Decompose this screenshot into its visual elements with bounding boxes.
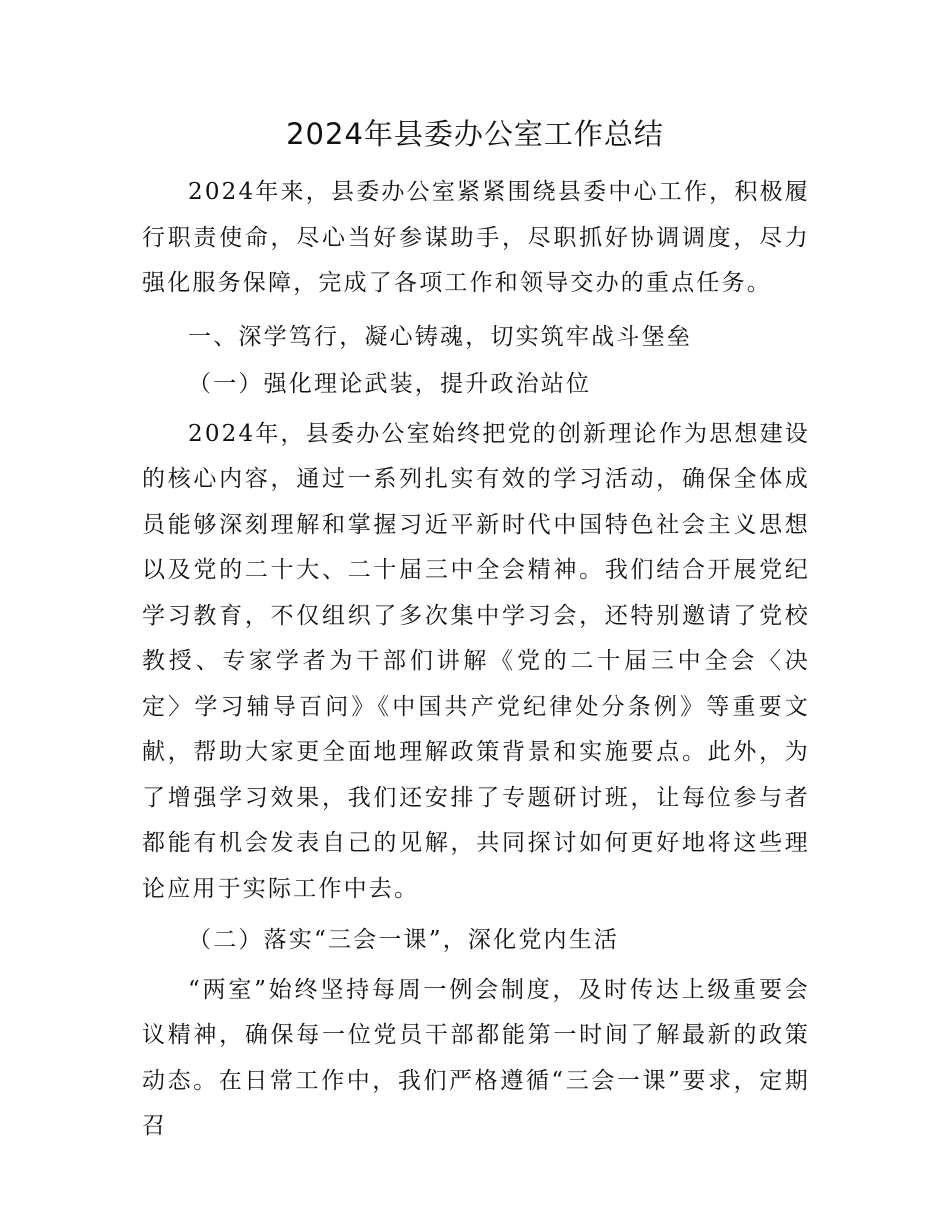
section-1-heading: 一、深学笃行，凝心铸魂，切实筑牢战斗堡垒 [188, 323, 692, 350]
subsection-1-paragraph: 2024年，县委办公室始终把党的创新理论作为思想建设的核心内容，通过一系列扎实有效的学习活动，确保全体成员能够深刻理解和掌握习近平新时代中国特色社会主义思想以及党的二十大、二十届三中全会精神。我们结合开展党纪学习教育，不仅组织了多次集中学习会，还特别邀请了党校教授、专家学者为干部们讲解《党的二十届三中全会〈决定〉学习辅导百问》《中国共产党纪律处分条例》等重要文献，帮助大家更全面地理解政策背景和实施要点。此外，为了增强学习效果，我们还安排了专题研讨班，让每位参与者都能有机会发表自己的见解，共同探讨如何更好地将这些理论应用于实际工作中去。 [142, 420, 810, 902]
subsection-1-heading: （一）强化理论武装，提升政治站位 [188, 371, 592, 397]
subsection-2-heading: （二）落实“三会一课”，深化党内生活 [188, 927, 620, 953]
subsection-2-paragraph: “两室”始终坚持每周一例会制度，及时传达上级重要会议精神，确保每一位党员干部都能第一时间了解最新的政策动态。在日常工作中，我们严格遵循“三会一课”要求，定期召 [142, 976, 810, 1139]
document-body [142, 170, 810, 1150]
document-title: 2024年县委办公室工作总结 [286, 117, 664, 151]
intro-paragraph: 2024年来，县委办公室紧紧围绕县委中心工作，积极履行职责使命，尽心当好参谋助手，尽职抓好协调调度，尽力强化服务保障，完成了各项工作和领导交办的重点任务。 [142, 179, 810, 296]
